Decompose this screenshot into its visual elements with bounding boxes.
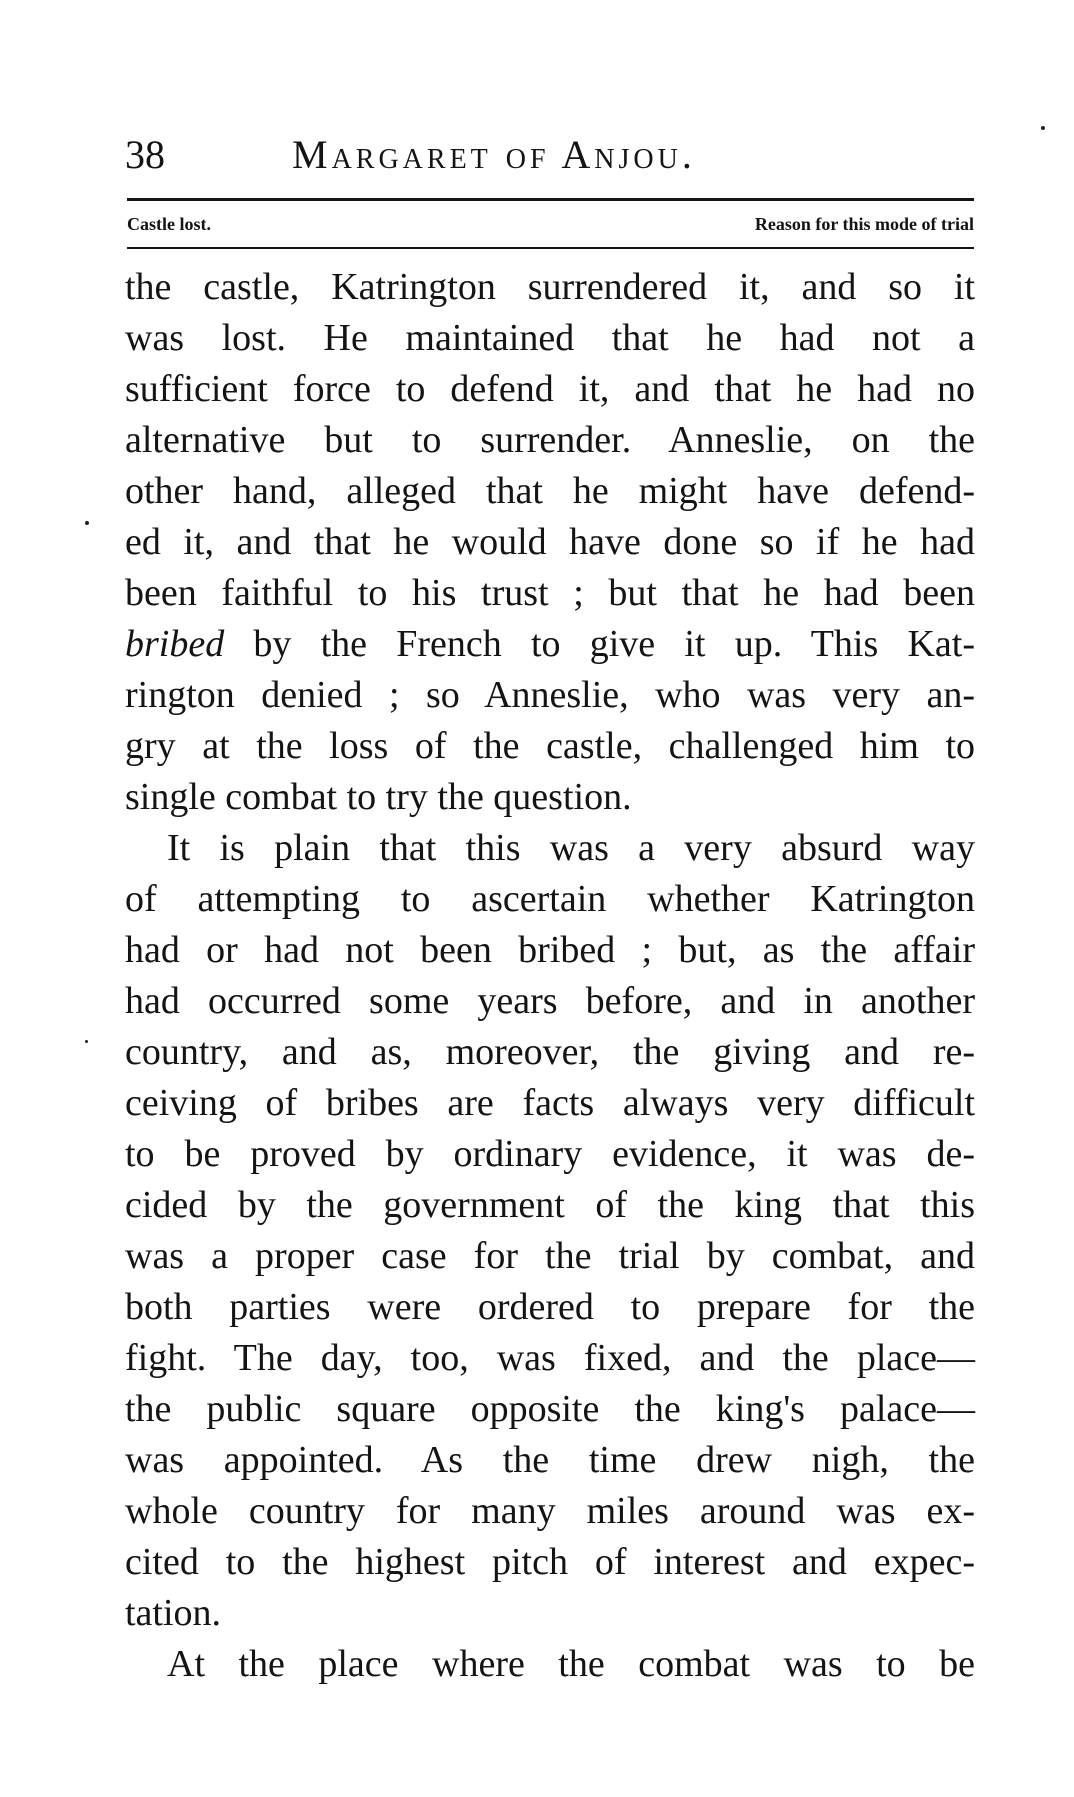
text-line: was appointed. As the time drew nigh, the [125, 1439, 975, 1481]
text-line: rington denied ; so Anneslie, who was very an- [125, 674, 975, 716]
italic-word: bribed [125, 623, 225, 665]
running-title: Margaret of Anjou. [292, 132, 696, 177]
text-line: other hand, alleged that he might have defend- [125, 470, 975, 512]
text-line: the public square opposite the king's palace— [125, 1388, 975, 1430]
body-text [125, 262, 975, 1690]
text-line: At the place where the combat was to be [167, 1643, 975, 1685]
text-line: alternative but to surrender. Anneslie, on the [125, 419, 975, 461]
text-line: sufficient force to defend it, and that he had no [125, 368, 975, 410]
text-line: of attempting to ascertain whether Katrington [125, 878, 975, 920]
header-rule [127, 198, 974, 201]
text-line: cided by the government of the king that this [125, 1184, 975, 1226]
text-line: ed it, and that he would have done so if he had [125, 521, 975, 563]
text-line: was lost. He maintained that he had not a [125, 317, 975, 359]
text-line: fight. The day, too, was fixed, and the place— [125, 1337, 975, 1379]
marginal-note-right: Reason for this mode of trial [754, 214, 974, 234]
print-speck [85, 521, 89, 525]
text-line: whole country for many miles around was ex- [125, 1490, 975, 1532]
text-line [125, 619, 975, 670]
text-line: both parties were ordered to prepare for the [125, 1286, 975, 1328]
text-line: country, and as, moreover, the giving and re- [125, 1031, 975, 1073]
print-speck [85, 1040, 88, 1043]
text-line: had occurred some years before, and in another [125, 980, 975, 1022]
marginalia-rule [127, 247, 974, 249]
text-span: by the French to give it up. This Kat- [224, 623, 975, 665]
text-line: the castle, Katrington surrendered it, and so it [125, 266, 975, 308]
text-line: ceiving of bribes are facts always very difficult [125, 1082, 975, 1124]
page-number: 38 [125, 132, 165, 177]
print-speck [1041, 126, 1045, 130]
text-line: It is plain that this was a very absurd way [167, 827, 975, 869]
text-line: to be proved by ordinary evidence, it was de- [125, 1133, 975, 1175]
text-line: tation. [125, 1592, 222, 1634]
marginal-note-left: Castle lost. [127, 214, 211, 234]
text-line: gry at the loss of the castle, challenged him to [125, 725, 975, 767]
marginal-notes [127, 211, 974, 237]
text-line: single combat to try the question. [125, 776, 632, 818]
text-line: cited to the highest pitch of interest and expec- [125, 1541, 975, 1583]
running-head [125, 128, 975, 188]
text-line: had or had not been bribed ; but, as the affair [125, 929, 975, 971]
text-line: been faithful to his trust ; but that he had been [125, 572, 975, 614]
text-line: was a proper case for the trial by combat, and [125, 1235, 975, 1277]
